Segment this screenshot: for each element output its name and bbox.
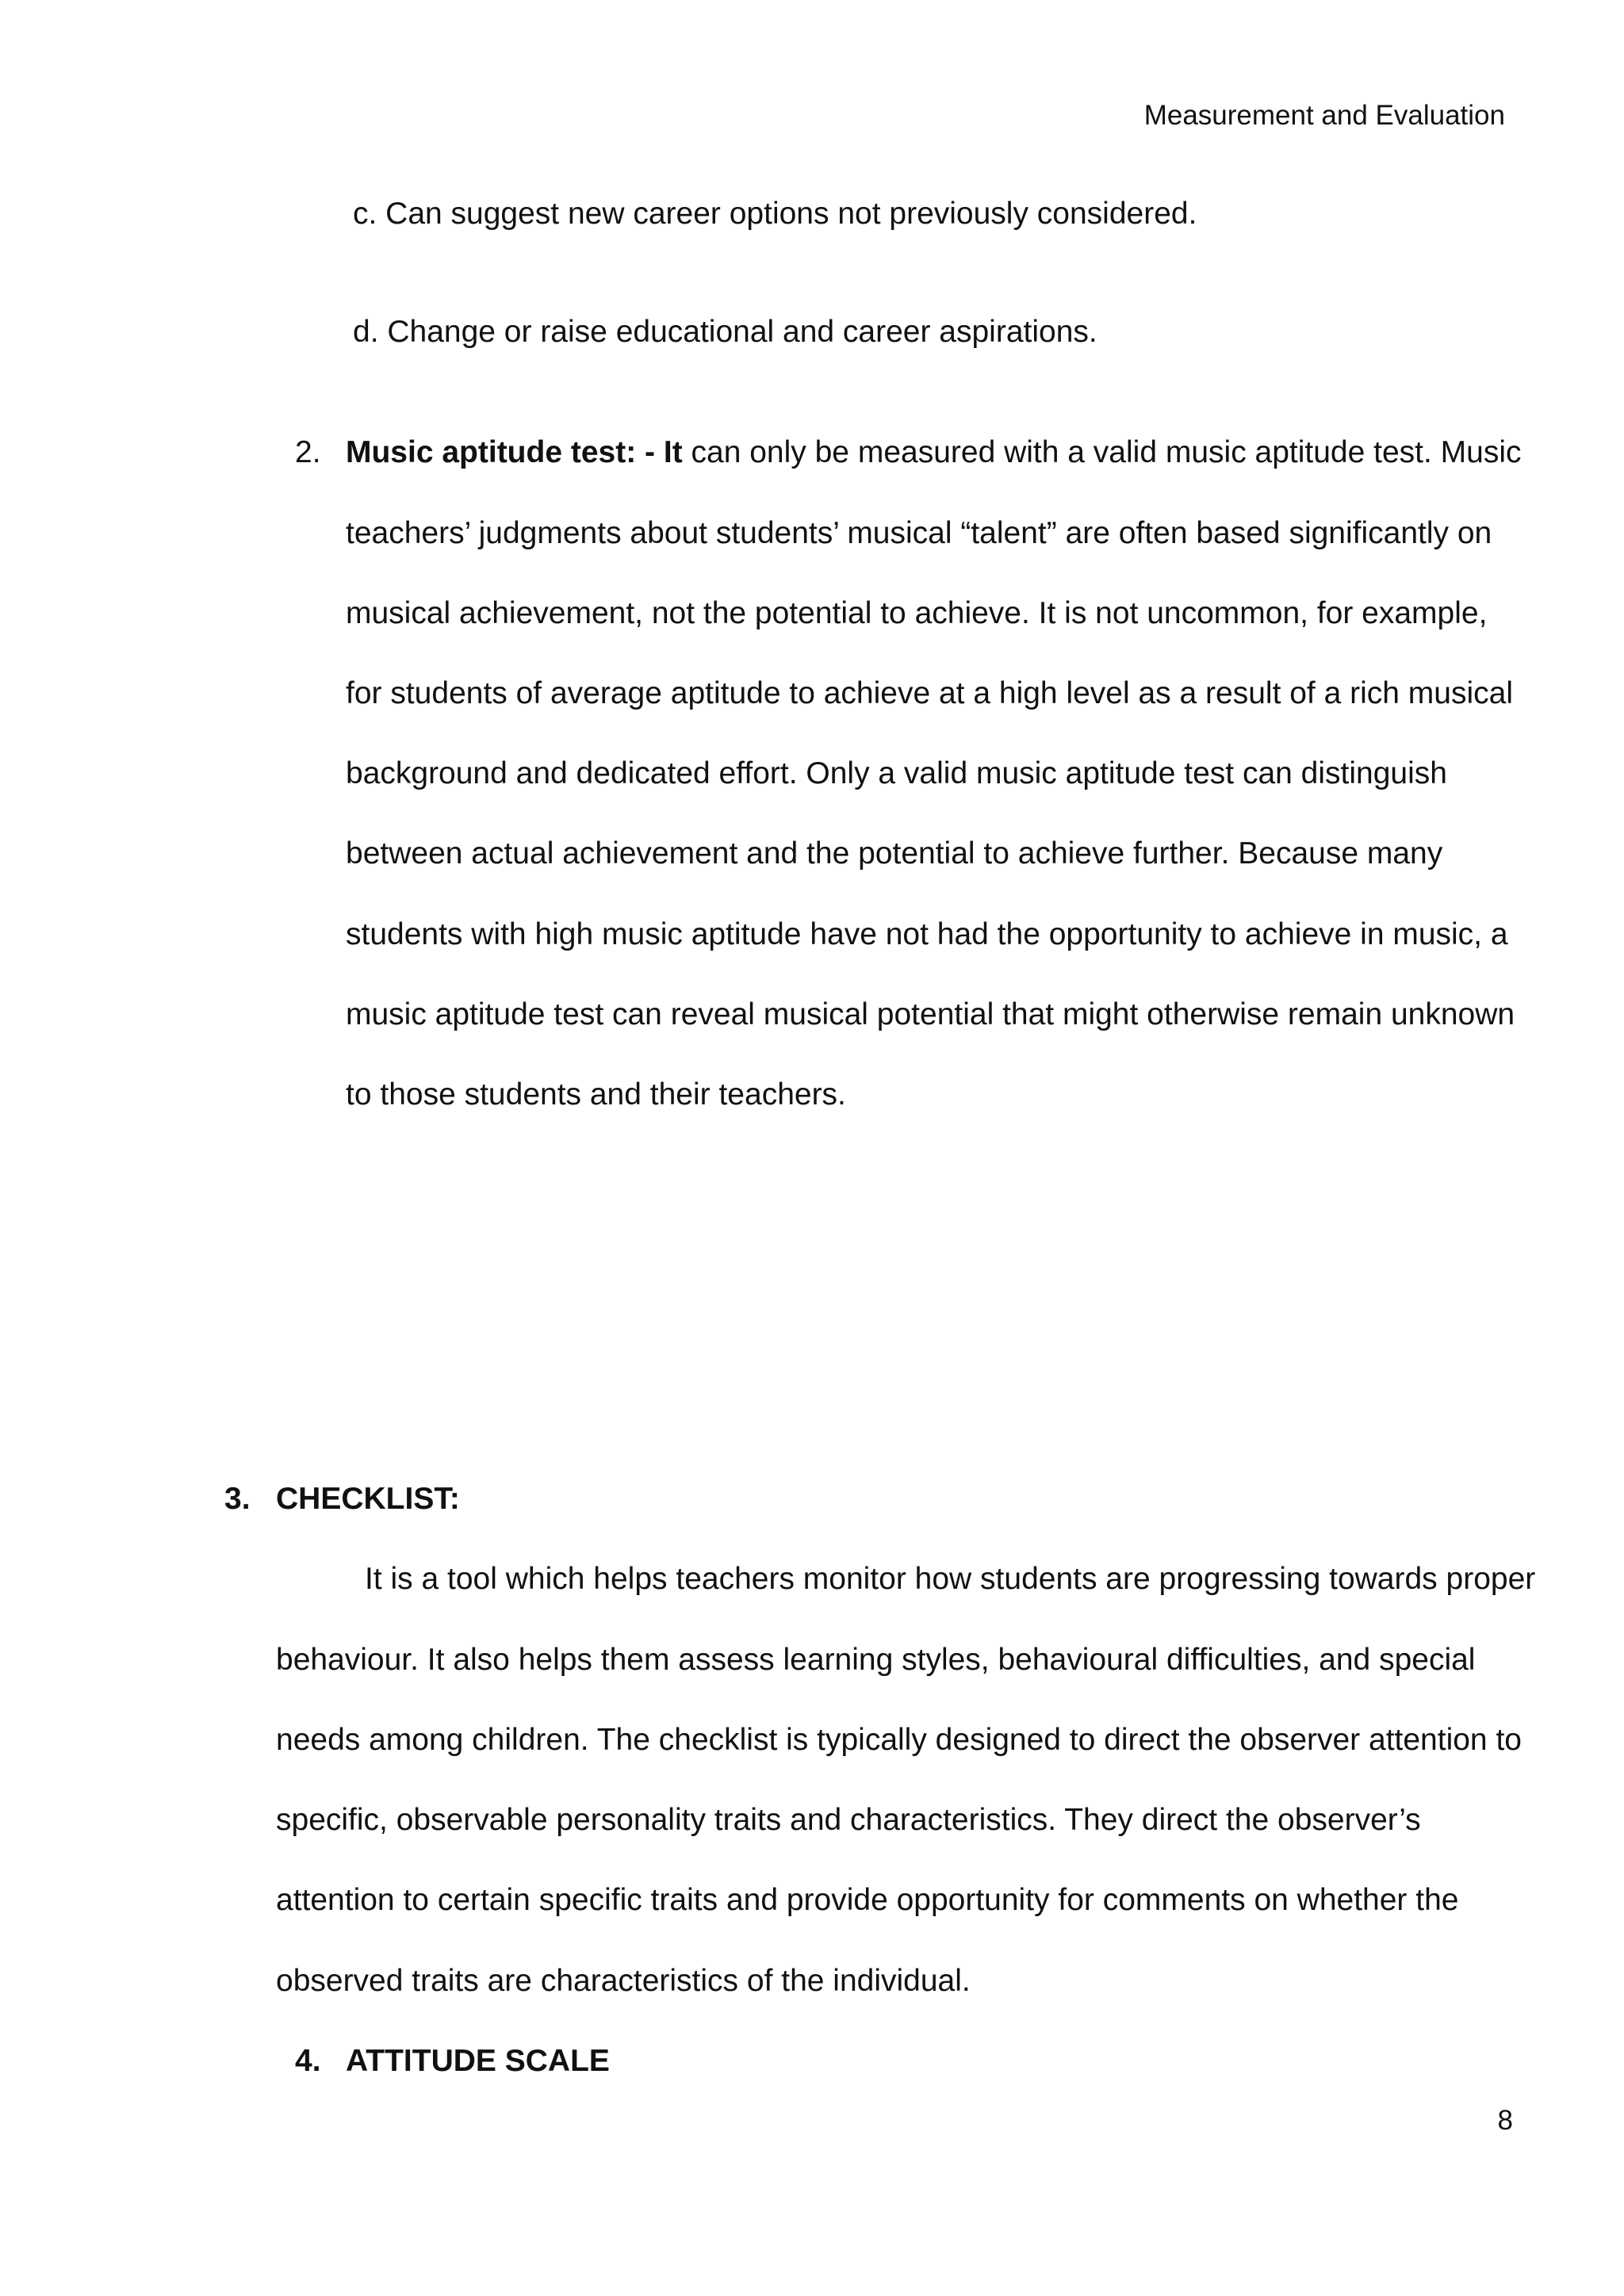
music-aptitude-line-1-text: can only be measured with a valid music aptitude test. Music (682, 435, 1522, 469)
page-number: 8 (1497, 2105, 1513, 2136)
music-aptitude-line-6: between actual achievement and the potential to achieve further. Because many (346, 836, 1443, 871)
section-number: 2. (295, 435, 321, 469)
checklist-line-5: attention to certain specific traits and provide opportunity for comments on whether the (276, 1883, 1459, 1917)
section-number: 4. (295, 2044, 321, 2078)
list-item-d: d. Change or raise educational and career aspirations. (353, 315, 1097, 349)
running-header: Measurement and Evaluation (1143, 100, 1505, 131)
checklist-line-2: behaviour. It also helps them assess learning styles, behavioural difficulties, and special (276, 1643, 1476, 1677)
checklist-line-4: specific, observable personality traits and characteristics. They direct the observer’s (276, 1803, 1421, 1837)
music-aptitude-line-1 (346, 435, 1522, 470)
music-aptitude-line-3: musical achievement, not the potential to achieve. It is not uncommon, for example, (346, 596, 1488, 630)
checklist-line-3: needs among children. The checklist is typically designed to direct the observer attention to (276, 1723, 1522, 1757)
music-aptitude-line-4: for students of average aptitude to achieve at a high level as a result of a rich musical (346, 676, 1514, 710)
checklist-heading: CHECKLIST: (276, 1482, 460, 1516)
music-aptitude-line-9: to those students and their teachers. (346, 1077, 846, 1112)
section-number: 3. (224, 1482, 251, 1516)
attitude-scale-heading: ATTITUDE SCALE (346, 2044, 610, 2078)
checklist-line-1: It is a tool which helps teachers monitor how students are progressing towards proper (365, 1562, 1536, 1596)
music-aptitude-line-7: students with high music aptitude have not had the opportunity to achieve in music, a (346, 917, 1508, 951)
music-aptitude-line-2: teachers’ judgments about students’ musical “talent” are often based significantly on (346, 516, 1492, 550)
music-aptitude-line-8: music aptitude test can reveal musical potential that might otherwise remain unknown (346, 997, 1515, 1031)
checklist-line-6: observed traits are characteristics of the individual. (276, 1964, 971, 1998)
music-aptitude-heading: Music aptitude test: - It (346, 435, 683, 469)
list-item-c: c. Can suggest new career options not previously considered. (353, 197, 1197, 231)
music-aptitude-line-5: background and dedicated effort. Only a valid music aptitude test can distinguish (346, 756, 1447, 790)
